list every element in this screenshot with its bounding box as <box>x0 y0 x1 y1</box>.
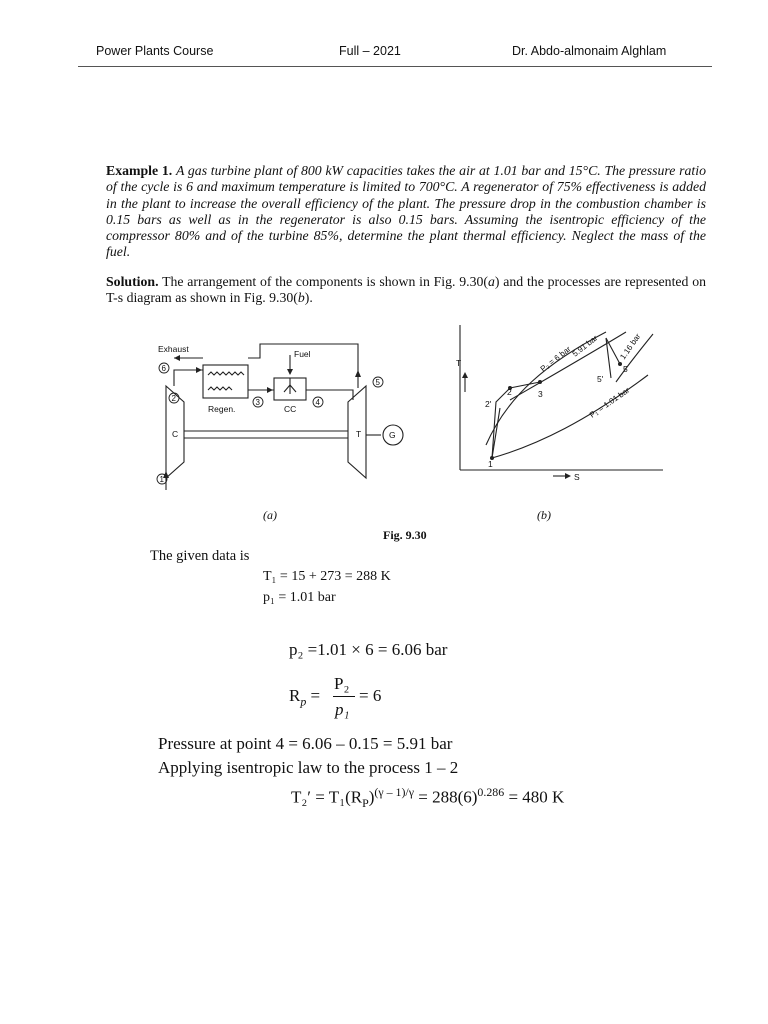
plant-schematic <box>148 330 428 500</box>
state-4: 4 <box>315 398 320 407</box>
ts-point-2: 2 <box>507 387 512 397</box>
t2-part-c: = 288(6) <box>414 787 478 807</box>
solution-ref-a: a <box>488 274 495 289</box>
example-label: Example 1. <box>106 163 173 178</box>
header-divider <box>78 66 712 67</box>
ts-point-5prime: 5' <box>597 374 604 384</box>
t2-subscript: P <box>362 796 369 811</box>
ts-diagram <box>448 320 673 495</box>
rp-numerator: P₂ <box>334 674 350 693</box>
rp-symbol: R <box>289 686 301 705</box>
calc-t2 <box>291 785 564 811</box>
header-course: Power Plants Course <box>96 44 214 58</box>
cc-label: CC <box>284 404 297 414</box>
isobar-p2-label: P₂ = 6 bar <box>538 344 573 374</box>
regen-label: Regen. <box>208 404 236 414</box>
state-1: 1 <box>159 475 164 484</box>
t2-part-a: T₂′ = T₁(R <box>291 787 363 807</box>
t2-part-b: ) <box>368 787 375 807</box>
t2-exponent: (γ – 1)/γ <box>374 785 414 799</box>
solution-ref-b: b <box>297 290 305 306</box>
header-author: Dr. Abdo-almonaim Alghlam <box>512 44 667 58</box>
solution-text-b: ) and the processes are represented on T-s diagram as shown in Fig. 9.30( <box>106 274 707 306</box>
fuel-label: Fuel <box>294 349 311 359</box>
compressor-label: C <box>172 429 179 439</box>
example-text: A gas turbine plant of 800 kW capacities takes the air at 1.01 bar and 15°C. The pressure ratio of the cycle is 6 and maximum temperature is limited to 700°C. A regenerator of 75% effectiveness is added in the plant to increase the overall efficiency of the plant. The pressure drop in the combustion chamber is 0.15 bars as well as in the regenerator is also 0.15 bars. Assuming the isentropic efficiency of the compressor 80% and of the turbine 85%, determine the plant thermal efficiency. Neglect the mass of the fuel. <box>106 163 706 260</box>
state-5: 5 <box>375 378 380 387</box>
calc-pressure4: Pressure at point 4 = 6.06 – 0.15 = 5.91 bar <box>158 734 453 753</box>
isobar-p1-label: P₁ = 1.01 bar <box>587 385 632 420</box>
t-axis-label: T <box>456 358 462 368</box>
solution-text-a: The arrangement of the components is shown in Fig. 9.30( <box>162 274 488 289</box>
isobar-591-label: 5.91 bar <box>570 333 600 359</box>
solution-label: Solution. <box>106 274 159 289</box>
calc-isentropic: Applying isentropic law to the process 1 – 2 <box>158 758 459 777</box>
rp-rhs: = 6 <box>359 686 382 705</box>
figure-label-b: (b) <box>537 508 551 522</box>
t2-exponent2: 0.286 <box>477 785 505 799</box>
s-axis-label: S <box>574 472 580 482</box>
ts-point-2prime: 2' <box>485 399 492 409</box>
ts-point-1: 1 <box>488 459 493 469</box>
given-t1: T₁ = 15 + 273 = 288 K <box>263 569 391 584</box>
t2-part-d: = 480 K <box>504 787 565 807</box>
state-3: 3 <box>255 398 260 407</box>
turbine-label: T <box>356 429 362 439</box>
isobar-116-label: 1.16 bar <box>618 331 643 362</box>
state-6: 6 <box>161 364 166 373</box>
given-p1: p₁ = 1.01 bar <box>263 590 336 605</box>
rp-fraction-bar <box>333 696 355 697</box>
given-intro: The given data is <box>150 548 250 564</box>
calc-p2: p₂ =1.01 × 6 = 6.06 bar <box>289 640 448 659</box>
generator-label: G <box>389 430 396 440</box>
exhaust-label: Exhaust <box>158 344 189 354</box>
solution-paragraph <box>106 274 706 307</box>
rp-denominator: p₁ <box>335 700 350 719</box>
ts-point-3: 3 <box>538 389 543 399</box>
figure-label-a: (a) <box>263 508 277 522</box>
calc-rp-lhs: $R_p$ = <box>289 686 321 709</box>
rp-subscript: p <box>300 694 307 709</box>
regenerator-box <box>203 365 248 398</box>
solution-text-c: ). <box>304 290 313 306</box>
example-paragraph <box>106 163 706 261</box>
state-2: 2 <box>171 394 176 403</box>
figure-caption: Fig. 9.30 <box>383 528 427 542</box>
ts-point-5: 5 <box>623 364 628 374</box>
header-term: Full – 2021 <box>339 44 401 58</box>
